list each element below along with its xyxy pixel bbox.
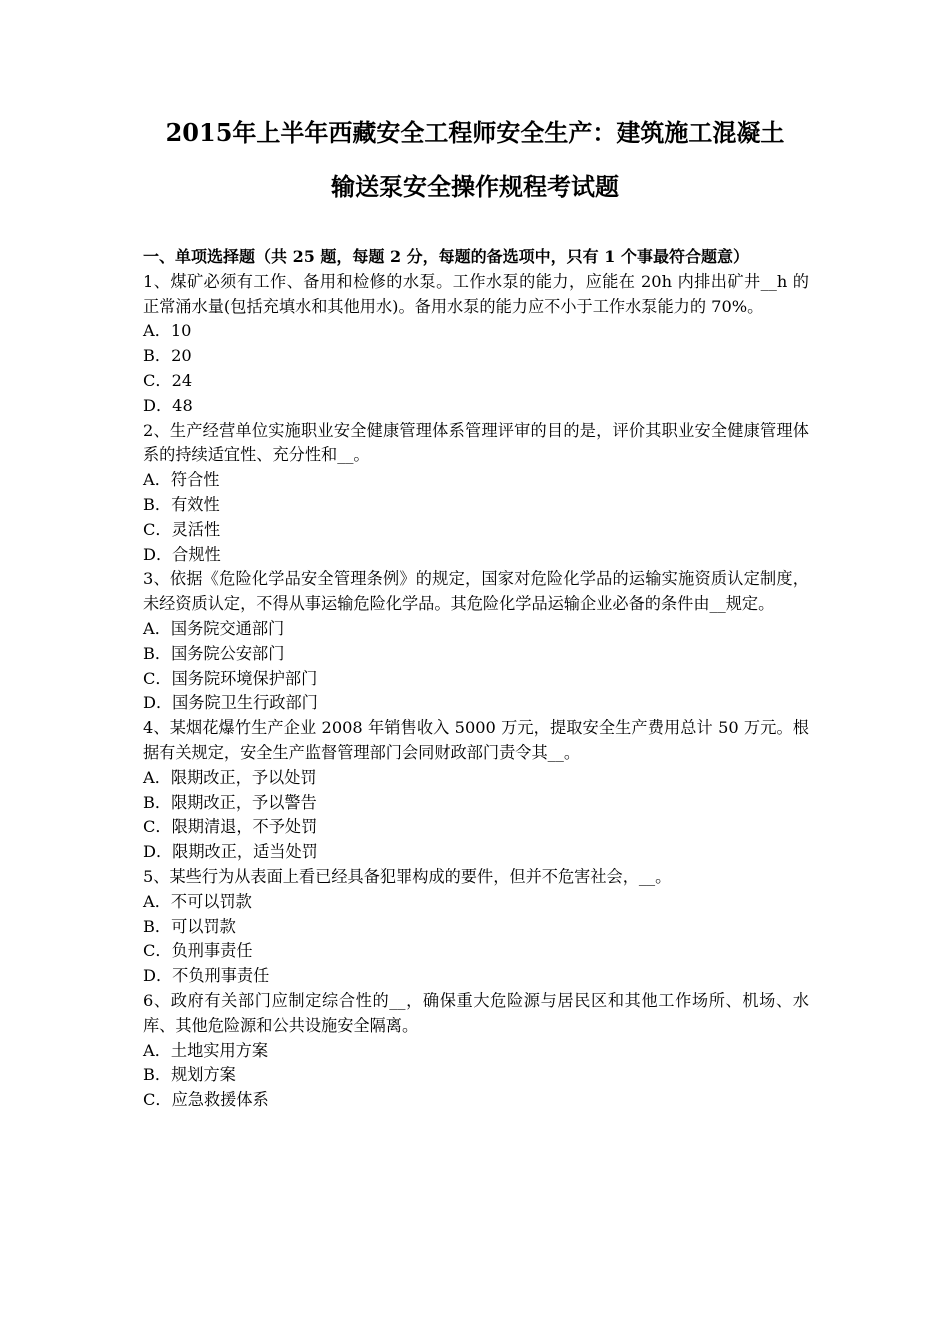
question-3 [143, 567, 809, 716]
section-heading: 一、单项选择题（共 25 题，每题 2 分，每题的备选项中，只有 1 个事最符合题意） [143, 247, 749, 266]
option-a: A．限期改正，予以处罚 [143, 767, 317, 787]
document-body [143, 245, 809, 1113]
option-d: D．限期改正，适当处罚 [143, 842, 318, 862]
option-a: A．不可以罚款 [143, 891, 252, 911]
option-c: C．应急救援体系 [143, 1090, 269, 1110]
option-a: A．土地实用方案 [143, 1040, 269, 1060]
option-c: C．国务院环境保护部门 [143, 668, 318, 688]
option-d: D．国务院卫生行政部门 [143, 693, 318, 713]
option-b: B．20 [143, 346, 192, 366]
option-d: D．不负刑事责任 [143, 966, 270, 986]
question-stem: 1、煤矿必须有工作、备用和检修的水泵。工作水泵的能力，应能在 20h 内排出矿井__h 的正常涌水量(包括充填水和其他用水)。备用水泵的能力应不小于工作水泵能力的 70%。 [143, 271, 809, 316]
question-5 [143, 865, 809, 989]
option-b: B．有效性 [143, 494, 220, 514]
question-stem: 3、依据《危险化学品安全管理条例》的规定，国家对危险化学品的运输实施资质认定制度，未经资质认定，不得从事运输危险化学品。其危险化学品运输企业必备的条件由__规定。 [143, 569, 809, 614]
document-title-line-1: 2015年上半年西藏安全工程师安全生产：建筑施工混凝土 [165, 118, 785, 147]
option-a: A．10 [143, 321, 192, 341]
option-c: C．负刑事责任 [143, 941, 253, 961]
option-a: A．符合性 [143, 470, 220, 490]
question-6 [143, 989, 809, 1113]
option-b: B．限期改正，予以警告 [143, 792, 317, 812]
document-title-line-2: 输送泵安全操作规程考试题 [331, 172, 619, 201]
question-stem: 6、政府有关部门应制定综合性的__，确保重大危险源与居民区和其他工作场所、机场、水库、其他危险源和公共设施安全隔离。 [143, 990, 809, 1035]
option-c: C．灵活性 [143, 519, 221, 539]
question-2 [143, 419, 809, 568]
option-b: B．规划方案 [143, 1065, 236, 1085]
option-b: B．可以罚款 [143, 916, 236, 936]
option-b: B．国务院公安部门 [143, 643, 285, 663]
question-stem: 2、生产经营单位实施职业安全健康管理体系管理评审的目的是，评价其职业安全健康管理体系的持续适宜性、充分性和__。 [143, 420, 809, 465]
option-a: A．国务院交通部门 [143, 618, 285, 638]
question-stem: 5、某些行为从表面上看已经具备犯罪构成的要件，但并不危害社会，__。 [143, 866, 672, 886]
question-4 [143, 716, 809, 865]
option-c: C．限期清退，不予处罚 [143, 817, 318, 837]
option-d: D．48 [143, 395, 193, 415]
option-c: C．24 [143, 370, 193, 390]
question-stem: 4、某烟花爆竹生产企业 2008 年销售收入 5000 万元，提取安全生产费用总计 50 万元。根据有关规定，安全生产监督管理部门会同财政部门责令其__。 [143, 718, 809, 762]
question-1 [143, 270, 809, 419]
option-d: D．合规性 [143, 544, 221, 564]
